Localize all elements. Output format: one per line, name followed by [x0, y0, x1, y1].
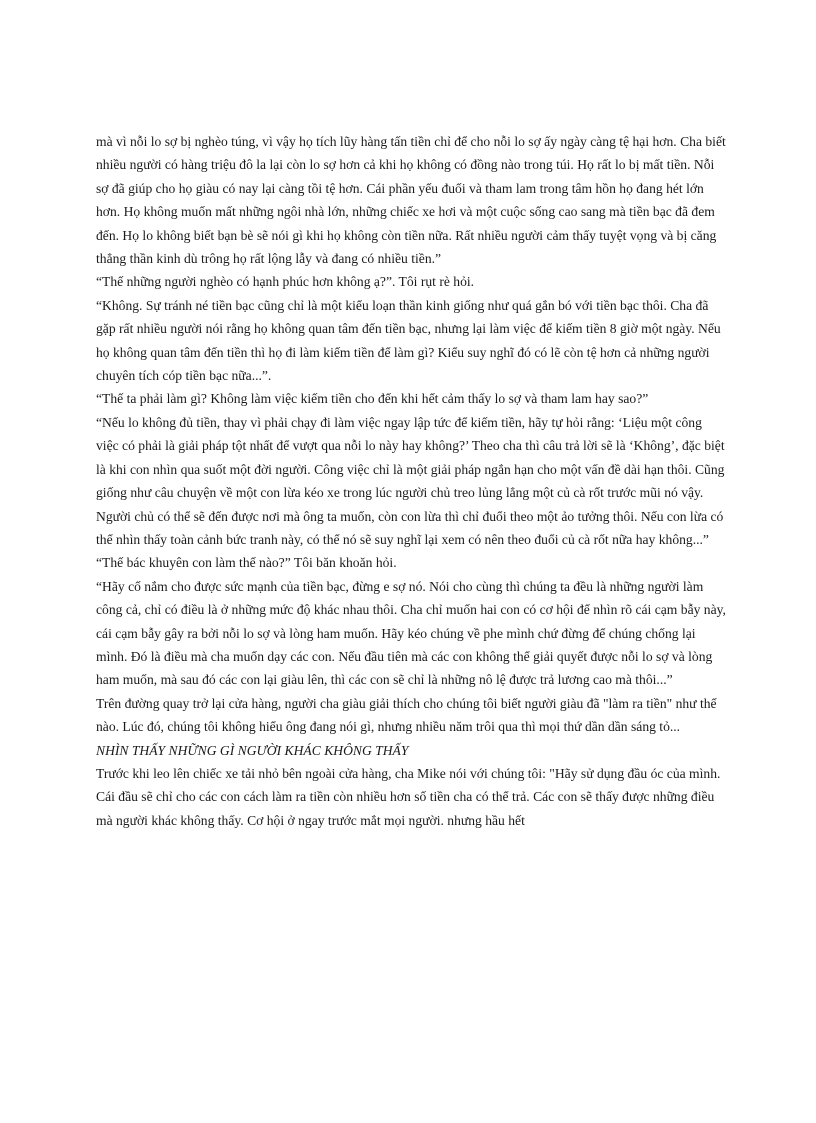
paragraph-3: “Không. Sự tránh né tiền bạc cũng chỉ là một kiểu loạn thần kinh giống như quá gắn bó với tiền bạc thôi. Cha đã gặp rất nhiều người nói rằng họ không quan tâm đến tiền bạc, nhưng lại làm việc để kiếm tiền 8 giờ một ngày. Nếu họ không quan tâm đến tiền thì họ đi làm kiếm tiền để làm gì? Kiểu suy nghĩ đó có lẽ còn tệ hơn cả những người chuyên tích cóp tiền bạc nữa...”. — [96, 297, 721, 384]
paragraph-6: “Thế bác khuyên con làm thế nào?” Tôi băn khoăn hỏi. — [96, 555, 397, 571]
section-heading: NHÌN THẤY NHỮNG GÌ NGƯỜI KHÁC KHÔNG THẤY — [96, 742, 409, 758]
paragraph-4: “Thế ta phải làm gì? Không làm việc kiếm tiền cho đến khi hết cảm thấy lo sợ và tham lam hay sao?” — [96, 391, 649, 407]
paragraph-9: Trước khi leo lên chiếc xe tải nhỏ bên ngoài cửa hàng, cha Mike nói với chúng tôi: "Hãy sử dụng đầu óc của mình. Cái đầu sẽ chỉ cho các con cách làm ra tiền còn nhiều hơn số tiền cha có thể trả. Các con sẽ thấy được những điều mà người khác không thấy. Cơ hội ở ngay trước mắt mọi người. nhưng hầu hết — [96, 765, 721, 828]
paragraph-5: “Nếu lo không đủ tiền, thay vì phải chạy đi làm việc ngay lập tức để kiếm tiền, hãy tự hỏi rằng: ‘Liệu một công việc có phải là giải pháp tột nhất để vượt qua nỗi lo này hay không?’ Theo cha thì câu trả lời sẽ là ‘Không’, đặc biệt là khi con nhìn qua suốt một đời người. Công việc chỉ là một giải pháp ngắn hạn cho một vấn đề dài hạn thôi. Cũng giống như câu chuyện về một con lừa kéo xe trong lúc người chủ treo lủng lẳng một củ cà rốt trước mũi nó vậy. Người chủ có thể sẽ đến được nơi mà ông ta muốn, còn con lừa thì chỉ đuổi theo một ảo tưởng thôi. Nếu con lừa có thể nhìn thấy toàn cảnh bức tranh này, có thể nó sẽ suy nghĩ lại xem có nên theo đuổi củ cà rốt nữa hay không...” — [96, 414, 725, 547]
paragraph-1: mà vì nỗi lo sợ bị nghèo túng, vì vậy họ tích lũy hàng tấn tiền chỉ để cho nỗi lo sợ ấy ngày càng tệ hại hơn. Cha biết nhiều người có hàng triệu đô la lại còn lo sợ hơn cả khi họ không có đồng nào trong túi. Họ rất lo bị mất tiền. Nỗi sợ đã giúp cho họ giàu có nay lại càng tồi tệ hơn. Cái phần yếu đuối và tham lam trong tâm hồn họ đang hét lớn hơn. Họ không muốn mất những ngôi nhà lớn, những chiếc xe hơi và một cuộc sống cao sang mà tiền bạc đã đem đến. Họ lo không biết bạn bè sẽ nói gì khi họ không còn tiền nữa. Rất nhiều người cảm thấy tuyệt vọng và bị căng thẳng thần kinh dù trông họ rất lộng lẫy và đang có nhiều tiền.” — [96, 134, 726, 267]
paragraph-2: “Thế những người nghèo có hạnh phúc hơn không ạ?”. Tôi rụt rè hỏi. — [96, 274, 475, 290]
document-page — [96, 130, 726, 832]
paragraph-8: Trên đường quay trở lại cửa hàng, người cha giàu giải thích cho chúng tôi biết người giàu đã "làm ra tiền" như thế nào. Lúc đó, chúng tôi không hiểu ông đang nói gì, nhưng nhiều năm trôi qua thì mọi thứ dần dần sáng tỏ... — [96, 695, 717, 735]
paragraph-7: “Hãy cố nắm cho được sức mạnh của tiền bạc, đừng e sợ nó. Nói cho cùng thì chúng ta đều là những người làm công cả, chỉ có điều là ở những mức độ khác nhau thôi. Cha chỉ muốn hai con có cơ hội để nhìn rõ cái cạm bẫy này, cái cạm bẫy gây ra bởi nỗi lo sợ và lòng ham muốn. Hãy kéo chúng về phe mình chứ đừng để chúng chống lại mình. Đó là điều mà cha muốn dạy các con. Nếu đầu tiên mà các con không thể giải quyết được nỗi lo sợ và lòng ham muốn, mà sau đó các con lại giàu lên, thì các con sẽ chỉ là những nô lệ được trả lương cao mà thôi...” — [96, 578, 726, 688]
